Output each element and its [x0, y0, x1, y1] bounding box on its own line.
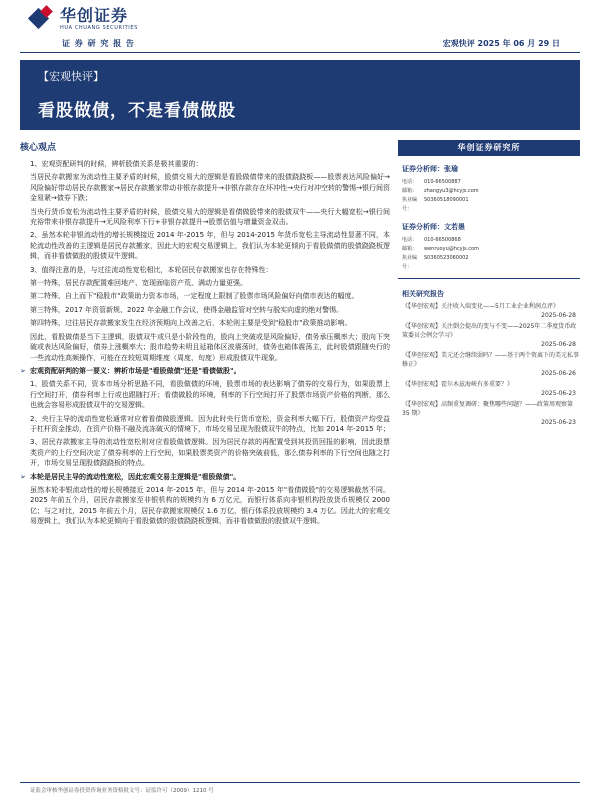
related-report-date: 2025-06-23	[541, 419, 576, 426]
analyst-phone: 电话： 010-66500868	[402, 237, 461, 243]
paragraph: 第四特殊，过往居民存款搬家发生在经济预期向上改善之后，本轮则主要是受到"稳股市"政策推动影响。	[30, 319, 352, 328]
bullet-point	[20, 366, 390, 376]
bullet-heading: 本轮是居民主导的流动性宽松，因此宏观交易主逻辑是"看股做债"。	[30, 472, 241, 481]
related-reports-heading: 相关研究报告	[402, 290, 444, 298]
bullet-heading: 宏观资配研判的第一要义：辨析市场是"看股做债"还是"看债做股"。	[30, 366, 241, 375]
sidebar	[398, 140, 580, 429]
logo-name: 华创证券	[60, 5, 129, 25]
report-header	[0, 0, 600, 60]
paragraph: 虽然本轮非银流动性的增长规模接近 2014 年-2015 年，但与 2014 年-2015 年"看债做股"的交易逻辑截然不同。2025 年前五个月，居民存款搬家至非银机构的规模约为 6 万亿元，而银行体系向非银机构投放货币规模仅 2000 亿；与之对比，2015 年前五个月，居民存款搬家规模仅 1.6 万亿，银行体系投放规模约 3.4 万亿。因此大的宏观交易逻辑上，我们认为本轮更倾向于看股做债的股债跷跷板逻辑，而非看债做股的股债双牛逻辑。	[30, 485, 390, 526]
report-type: 证 券 研 究 报 告	[62, 39, 135, 48]
related-report[interactable]	[398, 351, 580, 378]
bullet-arrow-icon: ➢	[20, 472, 26, 481]
company-logo	[28, 6, 138, 32]
paragraph: 第二特殊，自上而下"稳股市"政策助力资本市场，一定程度上限制了股票市场风险偏好向债市表达的幅度。	[30, 292, 359, 301]
paragraph: 因此，看股做债是当下主逻辑，股债双牛或只是小阶段性的，股向上突破或是风险偏好，债务承压概率大；股向下突破或表达风险偏好，债券上涨概率大；股市趋势未明且延箱体区波震荡时，债务也箱体震荡主，此时股债跟随央行的一些流动性高频操作，可能在在较短周期维度（周度、旬度）形成股债双牛现象。	[30, 332, 390, 362]
analyst-email: 邮箱： wenruoyu@hcyjs.com	[402, 246, 479, 252]
main-content	[20, 140, 390, 780]
analyst-name: 证券分析师：文若愚	[402, 223, 465, 231]
paragraph: 2、央行主导的流动性宽松通常对应着看债做股逻辑。因为此时央行货币宽松，资金利率大幅下行，股债资产均受益于杠杆资金推动，在资产价格不融及流冻破灭的情境下，市场交易呈现为股债双牛的特点，比如 2014 年-2015 年；	[30, 414, 390, 433]
report-category: 【宏观快评】	[38, 70, 104, 83]
related-report-title[interactable]: 《【华创宏观】关注收入端变化——5月工业企业利润点评》	[402, 303, 559, 310]
analyst-license: 执业编号： S0360523060002	[402, 255, 469, 270]
institute-header: 华创证券研究所	[398, 140, 580, 156]
related-report-title[interactable]: 《【华创宏观】高频重复调研：聚焦哪些问题？——政策周观察第 35 期》	[402, 401, 574, 417]
analyst-card	[398, 222, 580, 272]
related-report-title[interactable]: 《【华创宏观】关注倒会提出的变与不变——2025年二季度货币政策委员会例会学习》	[402, 323, 577, 339]
related-report[interactable]	[398, 380, 580, 398]
header-divider	[20, 52, 580, 53]
paragraph: 3、值得注意的是，与过往流动性宽松相比，本轮居民存款搬家也存在特殊性：	[30, 265, 273, 274]
related-report-title[interactable]: 《【华创宏观】霍尔木兹海峡有多重要？》	[402, 381, 514, 388]
paragraph: 3、居民存款搬家主导的流动性宽松则对应看股做债逻辑。因为居民存款的再配置受到其投资回报的影响，因此股票类资产的上行空间决定了债券利率的上行空间，如果股票类资产的价格突破前低，那么债券利率的下行空间也随之打开，市场交易呈现股债跷跷板的特点。	[30, 438, 390, 468]
bullet-point	[20, 472, 390, 482]
paragraph: 第三特殊，2017 年资管新规、2022 年金融工作会议，使得金融监管对空转与脱实向虚的绝对警惕。	[30, 305, 344, 314]
related-report-date: 2025-06-26	[541, 370, 576, 377]
footer-divider	[20, 782, 580, 783]
analyst-email: 邮箱： zhangyu3@hcyjs.com	[402, 188, 479, 194]
logo-english: HUA CHUANG SECURITIES	[60, 24, 138, 31]
analyst-name: 证券分析师：张瑜	[402, 165, 458, 173]
bullet-arrow-icon: ➢	[20, 366, 26, 375]
paragraph: 1、宏观资配研判的时候，辨析股债关系是极其重要的：	[30, 160, 203, 168]
related-report[interactable]	[398, 302, 580, 320]
paragraph: 第一特殊，居民存款配置难回地产、宽现面临资产荒、满动力量更强。	[30, 279, 247, 288]
related-report[interactable]	[398, 400, 580, 427]
paragraph: 当央行货币宽松为流动性主要矛盾的时候，股债交易大的逻辑是看债做股带来的股债双牛——央行大幅宽松→银行间充裕带来非银存款提升→无风险利率下行+非银存款提升→股票估值与增量资金双击。	[30, 207, 390, 227]
paragraph: 2、虽然本轮非银流动性的增长规模接近 2014 年-2015 年，但与 2014-2015 年货币宽松主导流动性显著不同，本轮流动性改善的主逻辑是居民存款搬家，因此大的宏观交易逻辑上，我们认为本轮更倾向于看股做债的股债跷跷板逻辑，而非看债做股的股债双牛逻辑。	[30, 231, 390, 261]
core-views-heading: 核心观点	[20, 143, 57, 153]
related-report-date: 2025-06-28	[541, 312, 576, 319]
title-banner	[20, 60, 580, 130]
sidebar-divider	[398, 278, 580, 279]
analyst-license: 执业编号： S0360518090001	[402, 197, 469, 212]
related-report-title[interactable]: 《【华创宏观】美元还会继续弱吗？——基于两个资离下的美元私事修正》	[402, 352, 580, 368]
analyst-phone: 电话： 010-66500887	[402, 179, 461, 185]
related-report-date: 2025-06-28	[541, 341, 576, 348]
report-date: 宏观快评 2025 年 06 月 29 日	[442, 39, 560, 48]
report-title: 看股做债，不是看债做股	[38, 101, 236, 121]
paragraph: 当居民存款搬家为流动性主要矛盾的时候，股债交易大的逻辑是看股做债带来的股债跷跷板——股票表达风险偏好→风险偏好带动居民存款搬家→居民存款搬家带动非银存款提升→非银存款存在坏冲性→央行对冲空转的警惕→银行间资金易紧→债券下跌；	[30, 173, 390, 203]
analyst-card	[398, 164, 580, 214]
related-report-date: 2025-06-23	[541, 390, 576, 397]
related-report[interactable]	[398, 322, 580, 349]
logo-diamond-icon	[28, 6, 54, 32]
paragraph: 1、股债关系不同，资本市场分析思路不同，看股做债的环境，股票市场的表达影响了债券的交易行为，如果股票上行空间打开，债券利率上行或也跟随打开；看债做股的环境，利率的下行空间打开了股票市场资产价格的判断，那么也就会容易形成股债双牛的交易逻辑。	[30, 380, 390, 410]
footer-disclaimer: 证监会审核华创证券投资咨询业务资格批文号：证监许可（2009）1210 号	[30, 788, 214, 794]
